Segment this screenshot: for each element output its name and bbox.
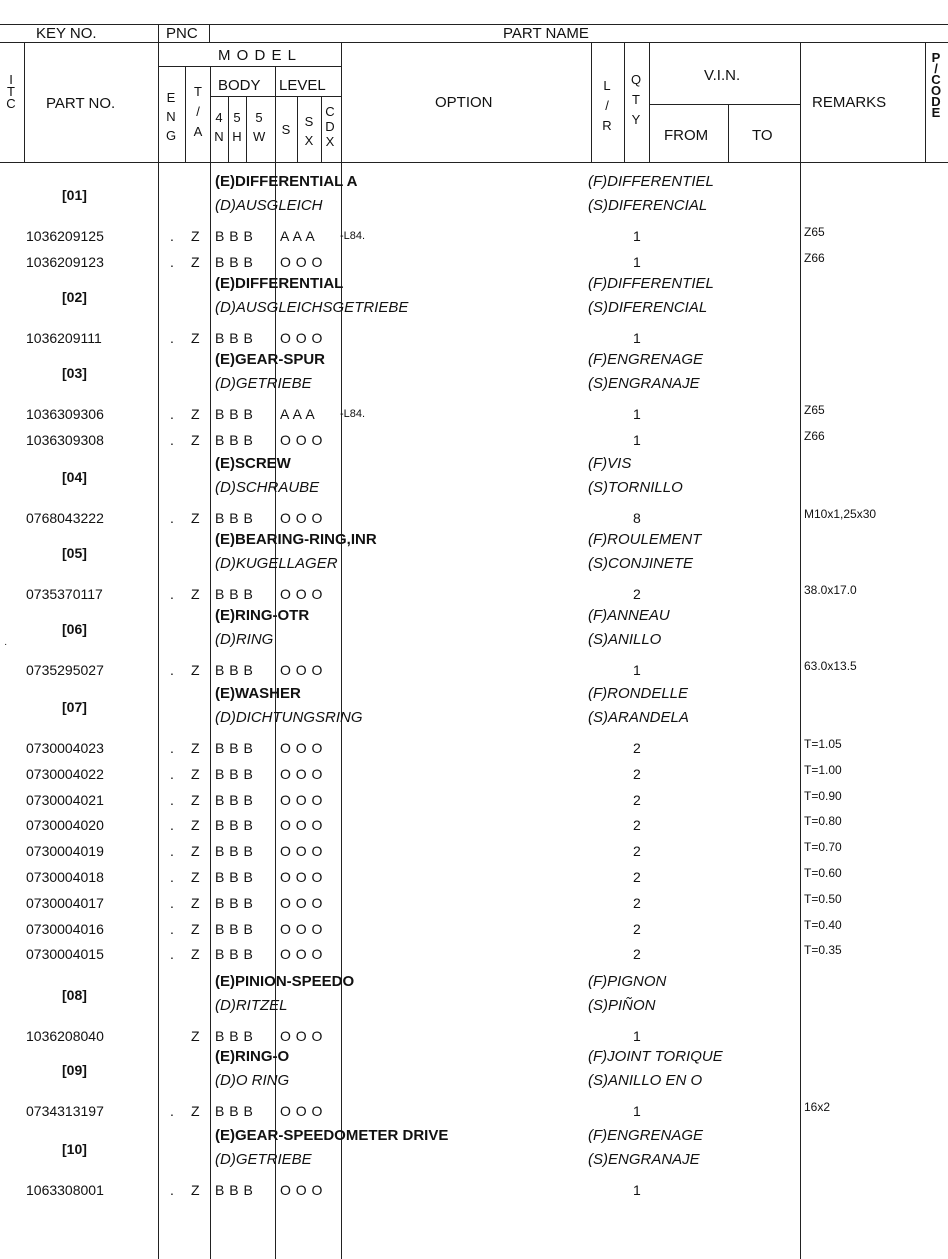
level-codes: O O O — [280, 1028, 323, 1044]
key-number: [02] — [62, 289, 87, 305]
header-pcode — [930, 52, 942, 118]
part-number: 1036209111 — [26, 330, 102, 346]
part-number: 0730004018 — [26, 869, 104, 885]
part-name-french: (F)ENGRENAGE — [588, 1127, 704, 1144]
trans-code: Z — [191, 406, 200, 422]
body-level-rule — [210, 96, 341, 97]
header-pcode-5: D — [931, 94, 941, 109]
part-name-spanish: (S)ENGRANAJE — [588, 1150, 700, 1168]
quantity: 1 — [633, 228, 641, 244]
itc-dot: . — [170, 586, 174, 602]
header-bottom-rule — [0, 162, 948, 163]
itc-dot: . — [170, 431, 174, 448]
header-pnc: PNC — [166, 25, 198, 42]
col-divider-pnc — [158, 24, 159, 1259]
part-name-french: (F)DIFFERENTIEL — [588, 275, 714, 292]
level-codes: O O O — [280, 740, 323, 756]
vin-rule — [649, 104, 800, 105]
itc-dot: . — [170, 920, 174, 937]
header-model: M O D E L — [218, 47, 298, 64]
part-name-german: (D)O RING — [215, 1071, 290, 1089]
remarks-value: T=0.70 — [804, 840, 842, 855]
header-from: FROM — [664, 127, 709, 144]
col-divider-qty — [624, 42, 625, 162]
header-lr — [601, 76, 613, 136]
part-number: 0768043222 — [26, 510, 104, 526]
option-code: -L84. — [340, 408, 366, 420]
remarks-value: T=0.40 — [804, 917, 842, 932]
quantity: 2 — [633, 740, 641, 756]
key-number: [06] — [62, 621, 87, 637]
option-code: -L84. — [340, 230, 366, 242]
level-codes: O O O — [280, 431, 323, 448]
body-codes: B B B — [215, 843, 253, 860]
level-codes: O O O — [280, 662, 323, 678]
part-name-spanish: (S)PIÑON — [588, 996, 656, 1014]
part-number: 1036309308 — [26, 431, 104, 448]
part-name-spanish: (S)TORNILLO — [588, 478, 683, 496]
key-number: [10] — [62, 1141, 87, 1157]
part-name-german: (D)AUSGLEICHSGETRIEBE — [215, 298, 409, 316]
header-qty-2: T — [632, 92, 640, 107]
header-lr-3: R — [602, 118, 612, 133]
scan-speck: · — [4, 639, 8, 650]
col-divider-lr — [591, 42, 592, 162]
level-codes: O O O — [280, 920, 323, 937]
header-part-no: PART NO. — [46, 95, 116, 112]
part-number: 0730004015 — [26, 946, 104, 963]
quantity: 1 — [633, 330, 641, 346]
trans-code: Z — [191, 869, 200, 885]
part-name-german: (D)RITZEL — [215, 996, 288, 1014]
part-name-english: (E)SCREW — [215, 455, 291, 472]
header-body-5h-2: H — [232, 129, 242, 144]
itc-dot: . — [170, 1182, 174, 1198]
itc-dot: . — [170, 330, 174, 346]
header-eng — [165, 88, 177, 145]
body-codes: B B B — [215, 791, 253, 808]
body-codes: B B B — [215, 228, 253, 244]
remarks-value: 63.0x13.5 — [804, 659, 857, 673]
header-level-cdx-2: D — [325, 119, 335, 134]
body-codes: B B B — [215, 662, 253, 678]
part-name-german: (D)SCHRAUBE — [215, 478, 320, 496]
body-codes: B B B — [215, 1182, 253, 1198]
key-number: [05] — [62, 545, 87, 561]
level-codes: O O O — [280, 791, 323, 808]
itc-dot: . — [170, 228, 174, 244]
header-remarks: REMARKS — [812, 94, 887, 111]
part-name-french: (F)ROULEMENT — [588, 531, 702, 548]
header-itc-1: I — [9, 72, 13, 87]
header-pcode-2: / — [934, 61, 938, 76]
part-number: 1036309306 — [26, 406, 104, 422]
header-body-5w-1: 5 — [255, 110, 263, 125]
level-codes: A A A — [280, 406, 315, 422]
header-itc-3: C — [6, 96, 16, 111]
trans-code: Z — [191, 431, 200, 448]
remarks-value: 38.0x17.0 — [804, 583, 857, 597]
part-name-english: (E)DIFFERENTIAL — [215, 275, 344, 292]
itc-dot: . — [170, 406, 174, 422]
col-divider-level-s — [297, 96, 298, 162]
part-number: 0730004020 — [26, 817, 104, 834]
part-name-french: (F)DIFFERENTIEL — [588, 173, 714, 190]
col-divider-from-to — [728, 104, 729, 162]
level-codes: O O O — [280, 330, 323, 346]
remarks-value: 16x2 — [804, 1100, 831, 1114]
header-part-name: PART NAME — [503, 25, 589, 42]
remarks-value: M10x1,25x30 — [804, 507, 877, 521]
trans-code: Z — [191, 920, 200, 937]
model-rule — [158, 66, 341, 67]
level-codes: O O O — [280, 510, 323, 526]
itc-dot: . — [170, 740, 174, 756]
quantity: 1 — [633, 253, 641, 270]
header-level-cdx-1: C — [325, 104, 335, 119]
level-codes: O O O — [280, 869, 323, 885]
trans-code: Z — [191, 330, 200, 346]
body-codes: B B B — [215, 406, 253, 422]
key-number: [09] — [62, 1062, 87, 1078]
trans-code: Z — [191, 1028, 200, 1044]
remarks-value: T=1.05 — [804, 737, 842, 751]
remarks-value: T=0.35 — [804, 943, 842, 958]
part-number: 0734313197 — [26, 1103, 104, 1119]
header-ta-3: A — [193, 124, 203, 139]
part-name-english: (E)WASHER — [215, 685, 301, 702]
key-number: [01] — [62, 187, 87, 203]
part-name-german: (D)AUSGLEICH — [215, 196, 323, 214]
level-codes: O O O — [280, 1103, 323, 1119]
part-name-french: (F)ENGRENAGE — [588, 351, 704, 368]
part-name-spanish: (S)ENGRANAJE — [588, 374, 700, 392]
header-eng-2: N — [166, 109, 176, 124]
col-divider-eng — [185, 66, 186, 162]
body-codes: B B B — [215, 920, 253, 937]
quantity: 1 — [633, 1103, 641, 1119]
trans-code: Z — [191, 662, 200, 678]
itc-dot: . — [170, 843, 174, 860]
quantity: 1 — [633, 406, 641, 422]
header-pcode-3: C — [931, 72, 941, 87]
col-divider-body — [210, 66, 211, 1259]
trans-code: Z — [191, 1103, 200, 1119]
header-lr-2: / — [605, 98, 609, 113]
itc-dot: . — [170, 791, 174, 808]
body-codes: B B B — [215, 946, 253, 963]
header-body: BODY — [218, 77, 261, 94]
key-number: [03] — [62, 365, 87, 381]
body-codes: B B B — [215, 894, 253, 911]
quantity: 2 — [633, 817, 641, 834]
part-name-english: (E)RING-OTR — [215, 607, 310, 624]
remarks-value: T=0.50 — [804, 891, 842, 906]
col-divider-remarks — [800, 42, 801, 1259]
part-number: 0730004022 — [26, 765, 104, 782]
part-name-french: (F)JOINT TORIQUE — [588, 1048, 723, 1065]
col-divider-pcode — [925, 42, 926, 162]
header-itc — [5, 74, 17, 110]
part-name-spanish: (S)ANILLO — [588, 630, 662, 648]
part-name-german: (D)KUGELLAGER — [215, 554, 338, 572]
part-number: 0730004023 — [26, 740, 104, 756]
header-pcode-1: P — [931, 50, 941, 65]
body-codes: B B B — [215, 765, 253, 782]
trans-code: Z — [191, 946, 200, 963]
header-ta-1: T — [194, 84, 202, 99]
part-number: 0730004021 — [26, 791, 104, 808]
quantity: 2 — [633, 843, 641, 860]
header-body-4n — [213, 108, 225, 146]
key-number: [04] — [62, 469, 87, 485]
body-codes: B B B — [215, 740, 253, 756]
trans-code: Z — [191, 740, 200, 756]
part-number: 0735370117 — [26, 586, 103, 602]
header-vin: V.I.N. — [704, 67, 741, 84]
level-codes: A A A — [280, 228, 315, 244]
body-codes: B B B — [215, 253, 253, 270]
header-body-4n-1: 4 — [215, 110, 223, 125]
header-pcode-6: E — [931, 105, 941, 120]
trans-code: Z — [191, 843, 200, 860]
quantity: 8 — [633, 510, 641, 526]
quantity: 2 — [633, 765, 641, 782]
part-number: 0730004016 — [26, 920, 104, 937]
part-name-french: (F)VIS — [588, 455, 632, 472]
part-name-german: (D)GETRIEBE — [215, 374, 312, 392]
part-number: 0730004017 — [26, 894, 104, 911]
level-codes: O O O — [280, 1182, 323, 1198]
part-name-spanish: (S)DIFERENCIAL — [588, 196, 708, 214]
header-level-cdx — [324, 104, 336, 149]
header-eng-1: E — [166, 90, 176, 105]
part-name-german: (D)RING — [215, 630, 274, 648]
quantity: 2 — [633, 894, 641, 911]
header-level-sx-2: X — [304, 133, 314, 148]
part-name-spanish: (S)ARANDELA — [588, 708, 689, 726]
col-divider-itc — [24, 42, 25, 162]
quantity: 2 — [633, 920, 641, 937]
col-divider-vin — [649, 42, 650, 162]
trans-code: Z — [191, 791, 200, 808]
remarks-value: Z66 — [804, 428, 825, 443]
quantity: 2 — [633, 946, 641, 963]
header-level-sx — [303, 112, 315, 150]
itc-dot: . — [170, 253, 174, 270]
trans-code: Z — [191, 894, 200, 911]
part-number: 1063308001 — [26, 1182, 104, 1198]
trans-code: Z — [191, 228, 200, 244]
part-name-english: (E)GEAR-SPUR — [215, 351, 326, 368]
trans-code: Z — [191, 253, 200, 270]
part-number: 1036209125 — [26, 228, 104, 244]
level-codes: O O O — [280, 765, 323, 782]
header-itc-2: T — [7, 84, 15, 99]
remarks-value: T=1.00 — [804, 762, 842, 777]
col-divider-pnc-right — [209, 24, 210, 42]
col-divider-level-sx — [321, 96, 322, 162]
part-number: 1036208040 — [26, 1028, 104, 1044]
itc-dot: . — [170, 510, 174, 526]
header-body-4n-2: N — [214, 129, 224, 144]
header-to: TO — [752, 127, 773, 144]
header-eng-3: G — [165, 128, 177, 143]
part-name-english: (E)BEARING-RING,INR — [215, 531, 377, 548]
quantity: 1 — [633, 431, 641, 448]
level-codes: O O O — [280, 946, 323, 963]
part-number: 0735295027 — [26, 662, 104, 678]
part-number: 1036209123 — [26, 253, 104, 270]
itc-dot: . — [170, 894, 174, 911]
remarks-value: Z66 — [804, 250, 825, 265]
part-name-english: (E)RING-O — [215, 1048, 290, 1065]
part-name-german: (D)DICHTUNGSRING — [215, 708, 363, 726]
header-pcode-4: O — [930, 83, 942, 98]
itc-dot: . — [170, 1103, 174, 1119]
body-codes: B B B — [215, 1103, 253, 1119]
header-ta-2: / — [196, 104, 200, 119]
body-codes: B B B — [215, 869, 253, 885]
quantity: 2 — [633, 869, 641, 885]
quantity: 1 — [633, 1182, 641, 1198]
header-level-cdx-3: X — [325, 134, 335, 149]
header-keyno-rule — [0, 42, 948, 43]
part-name-german: (D)GETRIEBE — [215, 1150, 312, 1168]
trans-code: Z — [191, 1182, 200, 1198]
body-codes: B B B — [215, 330, 253, 346]
part-name-french: (F)PIGNON — [588, 973, 667, 990]
header-level: LEVEL — [279, 77, 326, 94]
header-key-no: KEY NO. — [36, 25, 97, 42]
trans-code: Z — [191, 510, 200, 526]
body-codes: B B B — [215, 431, 253, 448]
part-number: 0730004019 — [26, 843, 104, 860]
part-name-spanish: (S)DIFERENCIAL — [588, 298, 708, 316]
body-codes: B B B — [215, 586, 253, 602]
part-name-english: (E)GEAR-SPEEDOMETER DRIVE — [215, 1127, 449, 1144]
itc-dot: . — [170, 662, 174, 678]
part-name-french: (F)ANNEAU — [588, 607, 670, 624]
header-body-5h — [231, 108, 243, 146]
header-top-rule — [0, 24, 948, 25]
body-codes: B B B — [215, 817, 253, 834]
part-name-english: (E)PINION-SPEEDO — [215, 973, 355, 990]
header-option: OPTION — [435, 94, 493, 111]
trans-code: Z — [191, 586, 200, 602]
body-codes: B B B — [215, 1028, 253, 1044]
remarks-value: T=0.80 — [804, 814, 842, 829]
body-codes: B B B — [215, 510, 253, 526]
header-qty — [630, 70, 642, 130]
header-qty-1: Q — [630, 72, 642, 87]
itc-dot: . — [170, 765, 174, 782]
col-divider-body-5h — [246, 96, 247, 162]
remarks-value: Z65 — [804, 403, 825, 417]
key-number: [08] — [62, 987, 87, 1003]
part-name-spanish: (S)CONJINETE — [588, 554, 693, 572]
trans-code: Z — [191, 817, 200, 834]
header-body-5h-1: 5 — [233, 110, 241, 125]
level-codes: O O O — [280, 586, 323, 602]
itc-dot: . — [170, 946, 174, 963]
remarks-value: Z65 — [804, 225, 825, 239]
itc-dot: . — [170, 817, 174, 834]
level-codes: O O O — [280, 894, 323, 911]
trans-code: Z — [191, 765, 200, 782]
remarks-value: T=0.60 — [804, 866, 842, 880]
quantity: 1 — [633, 662, 641, 678]
header-body-5w-2: W — [253, 129, 266, 144]
col-divider-body-4n — [228, 96, 229, 162]
header-qty-3: Y — [631, 112, 641, 127]
col-divider-option — [341, 42, 342, 1259]
level-codes: O O O — [280, 253, 323, 270]
key-number: [07] — [62, 699, 87, 715]
header-lr-1: L — [603, 78, 611, 93]
level-codes: O O O — [280, 817, 323, 834]
part-name-english: (E)DIFFERENTIAL A — [215, 173, 358, 190]
quantity: 2 — [633, 586, 641, 602]
quantity: 2 — [633, 791, 641, 808]
header-ta — [192, 82, 204, 142]
header-level-s — [280, 124, 292, 136]
part-name-french: (F)RONDELLE — [588, 685, 689, 702]
part-name-spanish: (S)ANILLO EN O — [588, 1071, 703, 1089]
header-level-s-1: S — [281, 122, 291, 137]
quantity: 1 — [633, 1028, 641, 1044]
remarks-value: T=0.90 — [804, 788, 842, 803]
itc-dot: . — [170, 869, 174, 885]
header-level-sx-1: S — [304, 114, 314, 129]
level-codes: O O O — [280, 843, 323, 860]
header-body-5w — [253, 108, 265, 146]
